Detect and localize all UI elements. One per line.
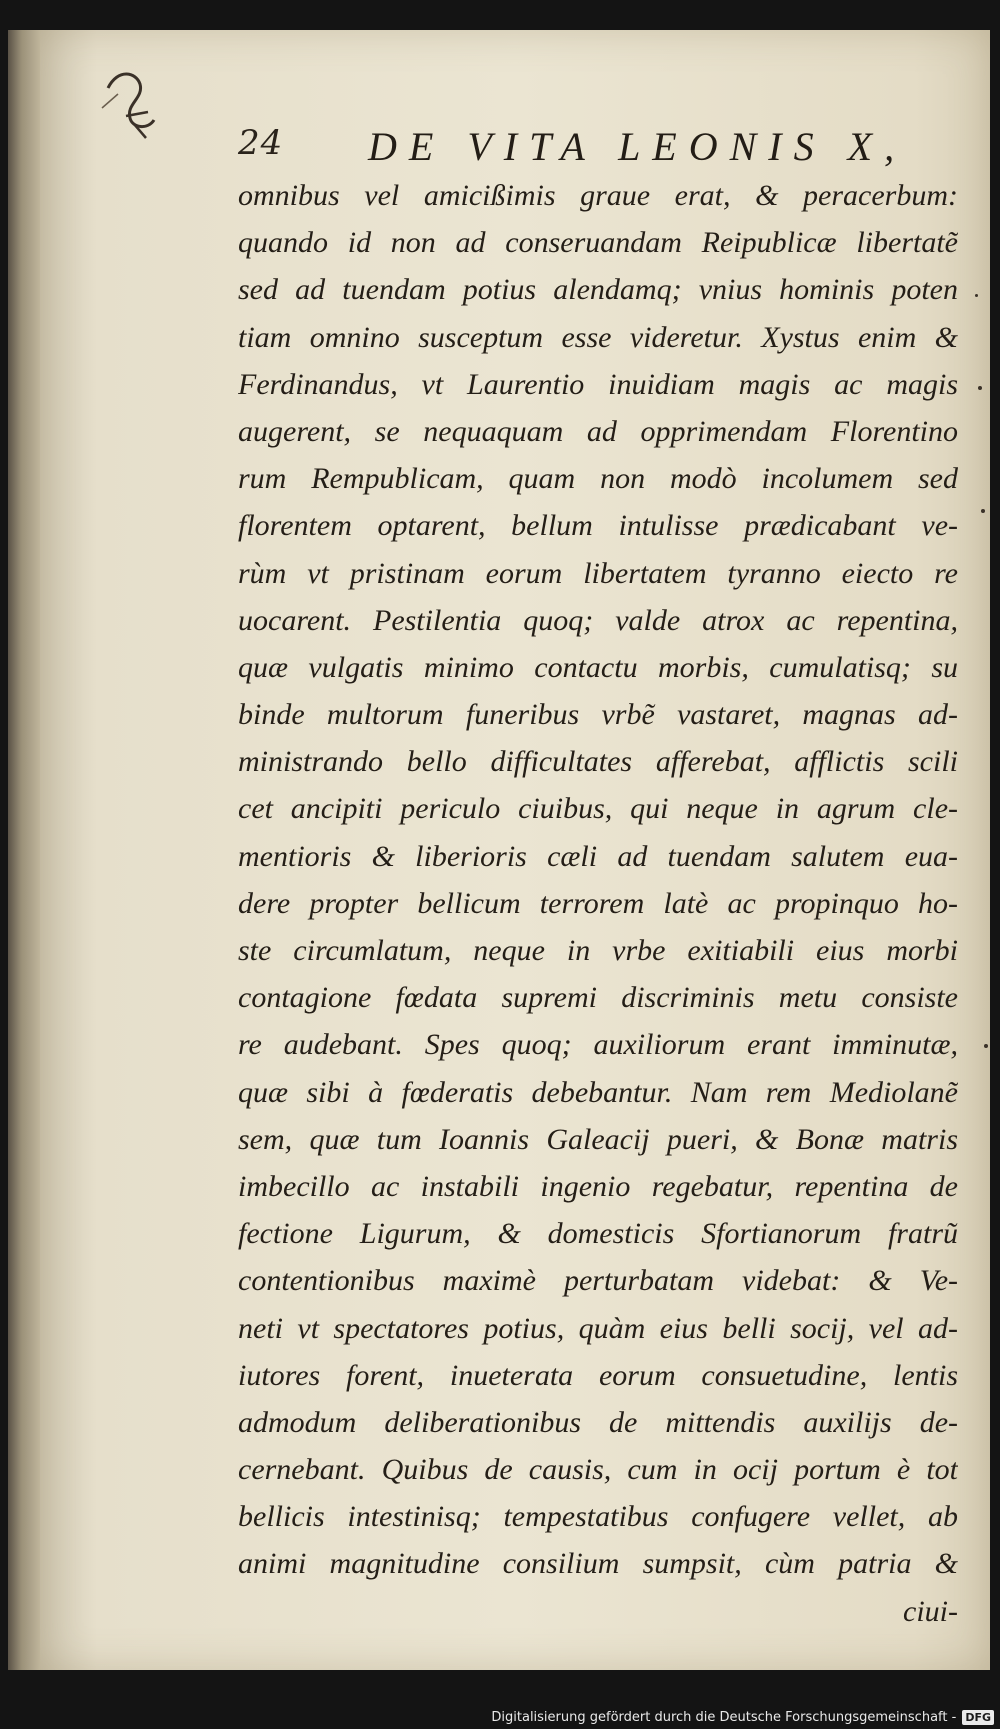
text-line: tiam omnino susceptum esse videretur. Xystus enim & — [238, 320, 958, 354]
text-line: ciui- — [903, 1594, 958, 1628]
text-line: binde multorum funeribus vrbẽ vastaret, magnas ad- — [238, 698, 958, 732]
margin-mark — [984, 1044, 988, 1048]
text-line: contagione fœdata supremi discriminis metu consiste — [238, 981, 958, 1015]
text-line: rùm vt pristinam eorum libertatem tyranno eiecto re — [238, 556, 958, 590]
text-line: mentioris & liberioris cæli ad tuendam salutem eua- — [238, 839, 958, 873]
text-line: admodum deliberationibus de mittendis auxilijs de- — [238, 1405, 958, 1439]
text-line: imbecillo ac instabili ingenio regebatur, repentina de — [238, 1169, 958, 1203]
dfg-logo: DFG — [962, 1710, 994, 1725]
text-line: omnibus vel amicißimis graue erat, & peracerbum: — [238, 179, 958, 212]
margin-mark — [978, 386, 982, 390]
text-line: fectione Ligurum, & domesticis Sfortianorum fratrũ — [238, 1217, 958, 1251]
text-line: dere propter bellicum terrorem latè ac propinquo ho- — [238, 886, 958, 920]
text-line: iutores forent, inueterata eorum consuetudine, lentis — [238, 1358, 958, 1392]
margin-mark — [981, 509, 985, 513]
text-line: re audebant. Spes quoq; auxiliorum erant imminutæ, — [238, 1028, 958, 1062]
text-line: Ferdinandus, vt Laurentio inuidiam magis ac magis — [238, 367, 958, 401]
body-text — [238, 172, 958, 1635]
digitization-footer — [491, 1710, 994, 1725]
page-number: 24 — [238, 123, 284, 163]
text-line: uocarent. Pestilentia quoq; valde atrox ac repentina, — [238, 603, 958, 637]
marginal-scribble — [88, 58, 168, 148]
text-line: contentionibus maximè perturbatam videbat: & Ve- — [238, 1264, 958, 1298]
text-line: florentem optarent, bellum intulisse prædicabant ve- — [238, 509, 958, 543]
text-line: cet ancipiti periculo ciuibus, qui neque in agrum cle- — [238, 792, 958, 826]
text-line: quando id non ad conseruandam Reipublicæ libertatẽ — [238, 226, 958, 260]
text-line: sed ad tuendam potius alendamq; vnius hominis poten — [238, 273, 958, 307]
text-line: bellicis intestinisq; tempestatibus confugere vellet, ab — [238, 1500, 958, 1534]
running-head: DE VITA LEONIS X, — [368, 124, 907, 169]
text-line: ste circumlatum, neque in vrbe exitiabili eius morbi — [238, 934, 958, 967]
text-line: animi magnitudine consilium sumpsit, cùm patria & — [238, 1547, 958, 1581]
margin-mark — [975, 294, 978, 297]
footer-credit: Digitalisierung gefördert durch die Deutsche Forschungsgemeinschaft - — [491, 1710, 957, 1725]
text-line: augerent, se nequaquam ad opprimendam Florentino — [238, 414, 958, 448]
text-line: neti vt spectatores potius, quàm eius belli socij, vel ad- — [238, 1311, 958, 1345]
text-line: ministrando bello difficultates afferebat, afflictis scili — [238, 745, 958, 779]
page-header — [238, 123, 938, 173]
text-line: quæ sibi à fœderatis debebantur. Nam rem Mediolanẽ — [238, 1075, 958, 1109]
text-line: rum Rempublicam, quam non modò incolumem sed — [238, 462, 958, 496]
text-line: quæ vulgatis minimo contactu morbis, cumulatisq; su — [238, 650, 958, 684]
text-line: cernebant. Quibus de causis, cum in ocij portum è tot — [238, 1453, 958, 1487]
page-edge — [8, 30, 42, 1670]
text-line: sem, quæ tum Ioannis Galeacij pueri, & Bonæ matris — [238, 1122, 958, 1156]
